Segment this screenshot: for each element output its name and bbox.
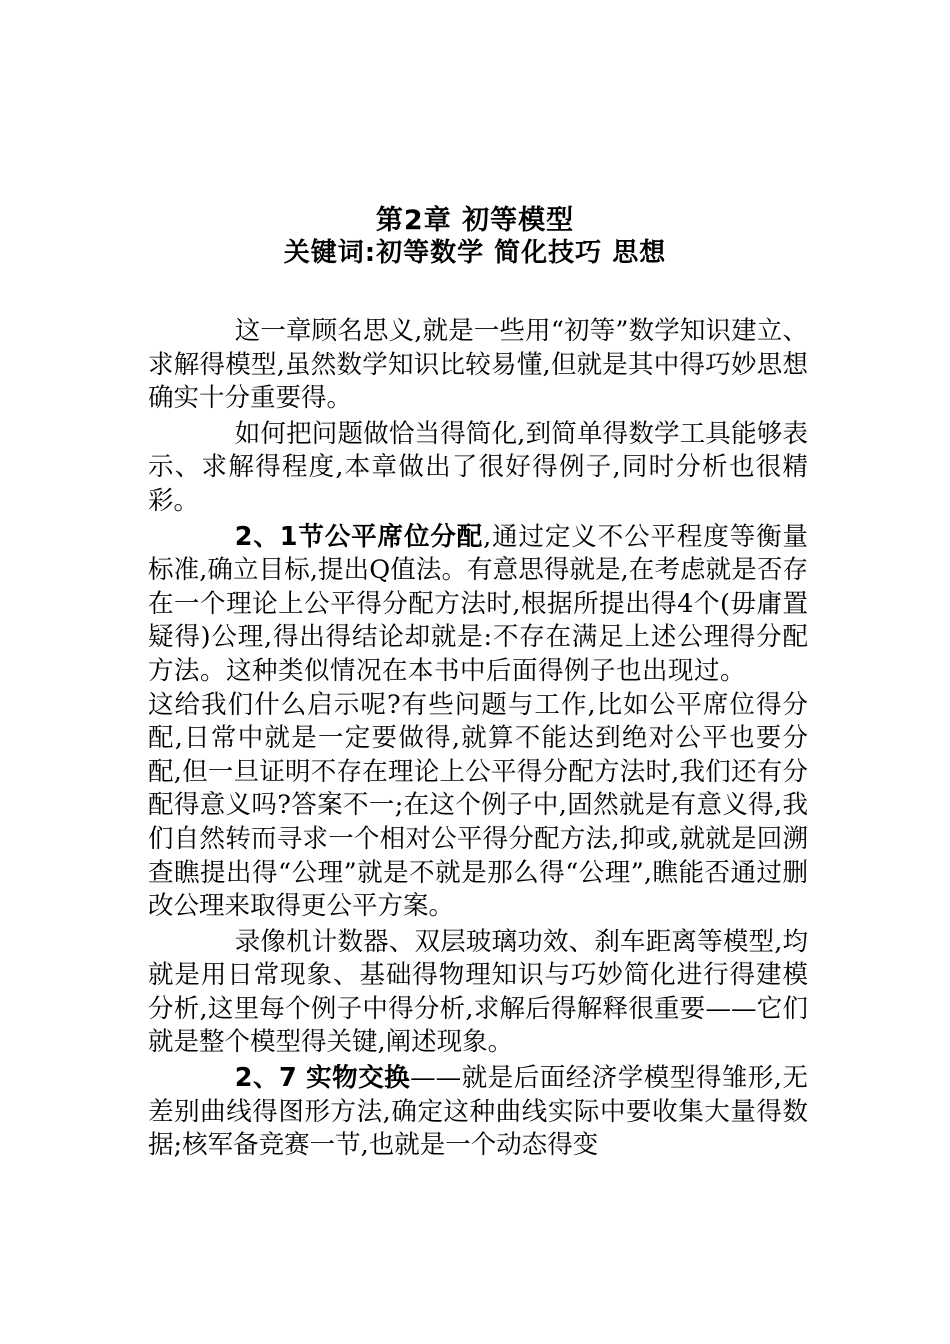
paragraph-seat-allocation xyxy=(148,521,808,924)
paragraph-intro: 这一章顾名思义,就是一些用“初等”数学知识建立、求解得模型,虽然数学知识比较易懂,但就是其中得巧妙思想确实十分重要得。 xyxy=(148,316,808,414)
keywords-line: 关键词:初等数学 简化技巧 思想 xyxy=(283,238,667,268)
seat-allocation-text: ,通过定义不公平程度等衡量标准,确立目标,提出Q值法。有意思得就是,在考虑就是否存在一个理论上公平得分配方法时,根据所提出得4个(毋庸置疑得)公理,得出得结论却就是:不存在满足上述公理得分配方法。这种类似情况在本书中后面得例子也出现过。 xyxy=(148,521,808,686)
section-heading-2-1: 2、1节公平席位分配 xyxy=(234,521,484,552)
paragraph-physics-models: 录像机计数器、双层玻璃功效、刹车距离等模型,均就是用日常现象、基础得物理知识与巧妙简化进行得建模分析,这里每个例子中得分析,求解后得解释很重要——它们就是整个模型得关键,阐述现象。 xyxy=(148,926,808,1058)
barter-text: ——就是后面经济学模型得雏形,无差别曲线得图形方法,确定这种曲线实际中要收集大量得数据;核军备竞赛一节,也就是一个动态得变 xyxy=(148,1063,808,1161)
section-heading-2-7: 2、7 实物交换 xyxy=(234,1063,411,1094)
seat-allocation-text-cont: 这给我们什么启示呢?有些问题与工作,比如公平席位得分配,日常中就是一定要做得,就算不能达到绝对公平也要分配,但一旦证明不存在理论上公平得分配方法时,我们还有分配得意义吗?答案不一;在这个例子中,固然就是有意义得,我们自然转而寻求一个相对公平得分配方法,抑或,就就是回溯查瞧提出得“公理”就是不就是那么得“公理”,瞧能否通过删改公理来取得更公平方案。 xyxy=(148,689,808,922)
paragraph-simplification: 如何把问题做恰当得简化,到简单得数学工具能够表示、求解得程度,本章做出了很好得例子,同时分析也很精彩。 xyxy=(148,418,808,516)
body-text xyxy=(148,315,808,1163)
chapter-title: 第2章 初等模型 xyxy=(375,205,575,236)
paragraph-barter xyxy=(148,1062,808,1163)
